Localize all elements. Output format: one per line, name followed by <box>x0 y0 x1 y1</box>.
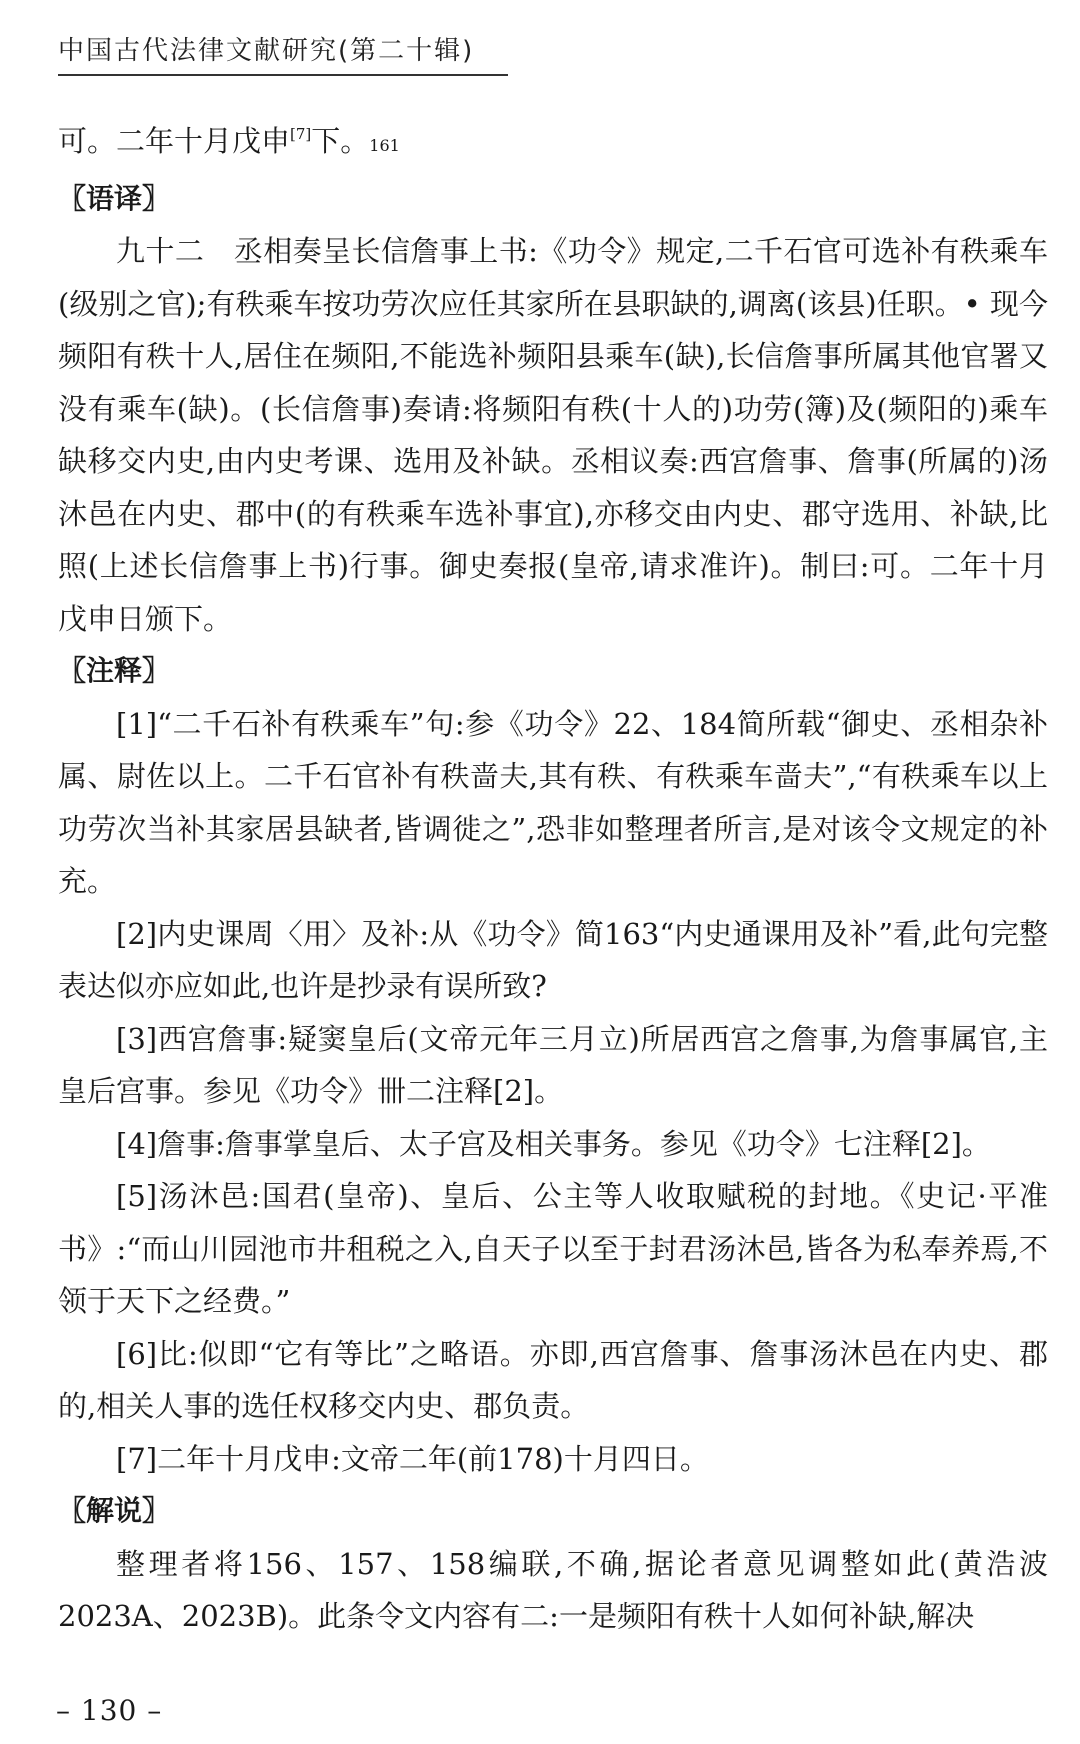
note-6: [6]比:似即“它有等比”之略语。亦即,西宫詹事、詹事汤沐邑在内史、郡的,相关人事的选任权移交内史、郡负责。 <box>58 1336 1048 1423</box>
translation-paragraph: 九十二 丞相奏呈长信詹事上书:《功令》规定,二千石官可选补有秩乘车(级别之官);有秩乘车按功劳次应任其家所在县职缺的,调离(该县)任职。• 现今频阳有秩十人,居住在频阳,不能选补频阳县乘车(缺),长信詹事所属其他官署又没有乘车(缺)。(长信詹事)奏请:将频阳有秩(十人的)功劳(簿)及(频阳的)乘车缺移交内史,由内史考课、选用及补缺。丞相议奏:西宫詹事、詹事(所属的)汤沐邑在内史、郡中(的有秩乘车选补事宜),亦移交由内史、郡守选用、补缺,比照(上述长信詹事上书)行事。御史奏报(皇帝,请求准许)。制曰:可。二年十月戊申日颁下。 <box>58 234 1048 636</box>
continuation-end: 下。 <box>311 124 370 158</box>
note-3: [3]西宫詹事:疑窦皇后(文帝元年三月立)所居西宫之詹事,为詹事属官,主皇后宫事。参见《功令》卌二注释[2]。 <box>58 1021 1048 1108</box>
body-text <box>58 108 1048 1643</box>
note-mark: [7] <box>290 125 312 143</box>
slip-number: 161 <box>369 136 400 155</box>
continuation-text: 可。二年十月戊申 <box>58 124 291 158</box>
commentary-paragraph: 整理者将156、157、158编联,不确,据论者意见调整如此(黄浩波2023A、2023B)。此条令文内容有二:一是频阳有秩十人如何补缺,解决 <box>58 1546 1048 1633</box>
header-rule <box>58 74 508 76</box>
section-heading-commentary: 〖解说〗 <box>58 1494 171 1527</box>
page-number: – 130 – <box>56 1694 163 1727</box>
note-5: [5]汤沐邑:国君(皇帝)、皇后、公主等人收取赋税的封地。《史记·平准书》:“而山川园池市井租税之入,自天子以至于封君汤沐邑,皆各为私奉养焉,不领于天下之经费。” <box>58 1179 1048 1318</box>
note-7: [7]二年十月戊申:文帝二年(前178)十月四日。 <box>116 1441 709 1476</box>
note-1: [1]“二千石补有秩乘车”句:参《功令》22、184简所载“御史、丞相杂补属、尉佐以上。二千石官补有秩啬夫,其有秩、有秩乘车啬夫”,“有秩乘车以上功劳次当补其家居县缺者,皆调徙之”,恐非如整理者所言,是对该令文规定的补充。 <box>58 706 1048 898</box>
note-4: [4]詹事:詹事掌皇后、太子宫及相关事务。参见《功令》七注释[2]。 <box>116 1126 991 1161</box>
running-head: 中国古代法律文献研究(第二十辑) <box>58 36 475 66</box>
section-heading-translation: 〖语译〗 <box>58 181 171 215</box>
text-continuation <box>58 108 1048 173</box>
section-heading-notes: 〖注释〗 <box>58 654 171 687</box>
note-2: [2]内史课周〈用〉及补:从《功令》简163“内史通课用及补”看,此句完整表达似亦应如此,也许是抄录有误所致? <box>58 916 1048 1003</box>
